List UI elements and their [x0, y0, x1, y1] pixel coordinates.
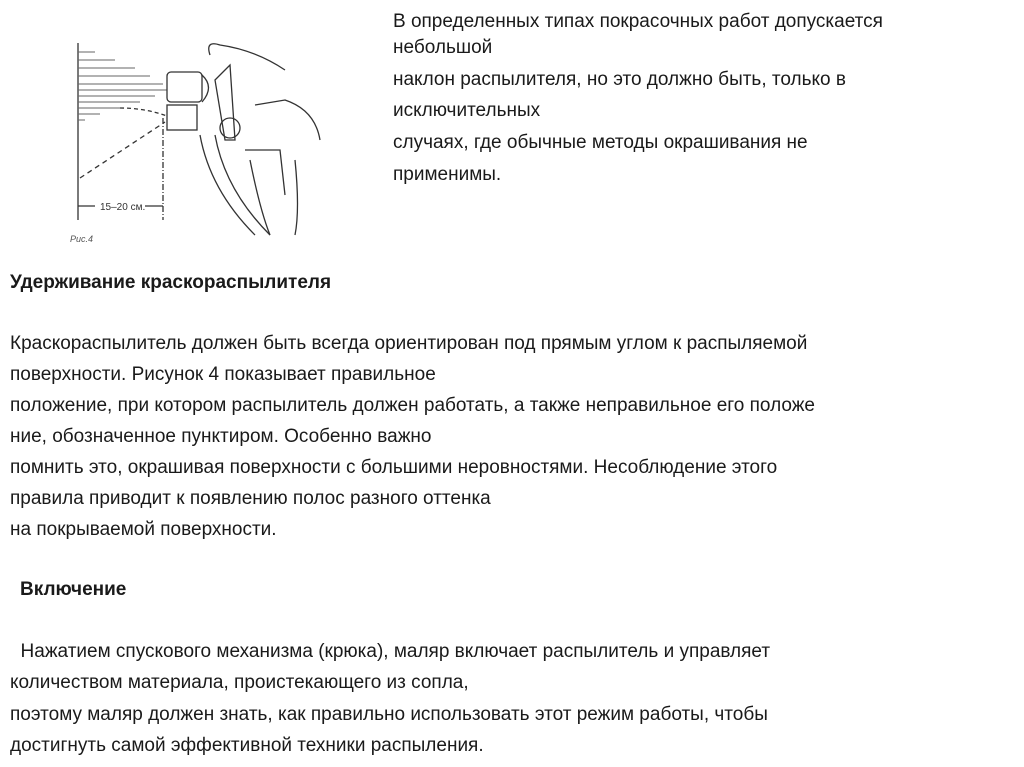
body-line: поэтому маляр должен знать, как правильно использовать этот режим работы, чтобы: [10, 704, 768, 725]
body-line: поверхности. Рисунок 4 показывает правильное: [10, 364, 436, 385]
intro-line: случаях, где обычные методы окрашивания не: [393, 132, 808, 153]
body-line: помнить это, окрашивая поверхности с большими неровностями. Несоблюдение этого: [10, 457, 778, 478]
intro-line: исключительных: [393, 100, 541, 121]
body-line: положение, при котором распылитель должен работать, а также неправильное его положе: [10, 395, 815, 416]
body-line: правила приводит к появлению полос разного оттенка: [10, 488, 491, 509]
body-line: ние, обозначенное пунктиром. Особенно важно: [10, 426, 432, 447]
dimension-label: 15–20 см.: [100, 202, 146, 213]
body-line: количеством материала, проистекающего из сопла,: [10, 672, 469, 693]
body-line: достигнуть самой эффективной техники распыления.: [10, 735, 484, 756]
body-line: на покрываемой поверхности.: [10, 519, 277, 540]
section-heading-holding: Удерживание краскораспылителя: [10, 272, 332, 293]
body-line: Краскораспылитель должен быть всегда ориентирован под прямым углом к распыляемой: [10, 333, 808, 354]
spray-gun-illustration: [55, 10, 375, 250]
intro-line: небольшой: [393, 37, 493, 58]
intro-line: наклон распылителя, но это должно быть, только в: [393, 69, 846, 90]
figure-caption: Рис.4: [70, 234, 94, 244]
intro-line: применимы.: [393, 164, 502, 185]
section-heading-activation: Включение: [20, 579, 127, 600]
intro-line: В определенных типах покрасочных работ допускается: [393, 11, 883, 32]
spray-gun-figure: [55, 10, 375, 250]
body-line: Нажатием спускового механизма (крюка), маляр включает распылитель и управляет: [10, 641, 771, 662]
